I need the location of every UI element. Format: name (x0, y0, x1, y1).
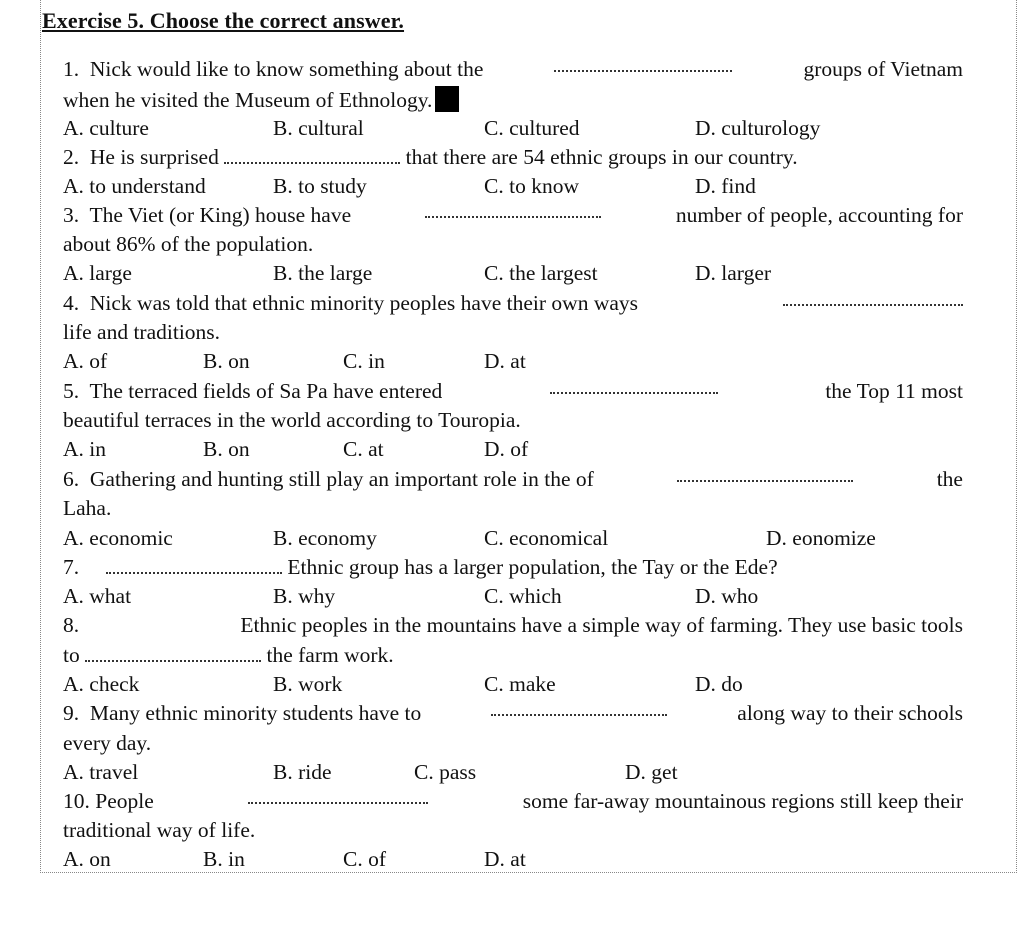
option-d[interactable]: D. of (484, 437, 529, 461)
option-b[interactable]: B. why (273, 584, 336, 608)
question-4 (63, 290, 963, 316)
question-number: 1. (63, 57, 80, 81)
option-c[interactable]: C. which (484, 584, 562, 608)
question-text: Nick was told that ethnic minority peoples have their own ways (89, 291, 638, 315)
question-text: groups of Vietnam (803, 57, 963, 81)
question-text: the Top 11 most (825, 379, 963, 403)
question-2 (63, 144, 798, 170)
option-d[interactable]: D. at (484, 349, 526, 373)
question-text: when he visited the Museum of Ethnology. (63, 88, 433, 112)
option-d[interactable]: D. who (695, 584, 759, 608)
option-d[interactable]: D. larger (695, 261, 772, 285)
question-text: Gathering and hunting still play an important role in the of (89, 467, 594, 491)
option-a[interactable]: A. economic (63, 526, 173, 550)
question-number: 6. (63, 467, 80, 491)
question-number: 8. (63, 613, 80, 637)
question-9 (63, 700, 963, 726)
option-b[interactable]: B. cultural (273, 116, 364, 140)
answer-blank[interactable] (224, 148, 400, 164)
question-text: The terraced fields of Sa Pa have entered (89, 379, 443, 403)
question-text: Many ethnic minority students have to (89, 701, 422, 725)
option-c[interactable]: C. in (343, 349, 385, 373)
option-d[interactable]: D. do (695, 672, 743, 696)
question-1-continued (63, 86, 459, 113)
option-d[interactable]: D. find (695, 174, 756, 198)
answer-blank[interactable] (783, 290, 963, 306)
option-b[interactable]: B. in (203, 847, 245, 871)
question-8 (63, 612, 963, 638)
question-number: 10. (63, 789, 90, 813)
option-a[interactable]: A. check (63, 672, 140, 696)
question-1 (63, 56, 963, 82)
question-9-continued: every day. (63, 731, 152, 755)
question-text: The Viet (or King) house have (89, 203, 352, 227)
answer-blank[interactable] (425, 202, 601, 218)
option-c[interactable]: C. the largest (484, 261, 598, 285)
exercise-title: Exercise 5. Choose the correct answer. (42, 8, 405, 33)
answer-blank[interactable] (554, 56, 732, 72)
option-a[interactable]: A. what (63, 584, 132, 608)
option-a[interactable]: A. travel (63, 760, 139, 784)
option-b[interactable]: B. to study (273, 174, 367, 198)
question-text: number of people, accounting for (675, 203, 963, 227)
answer-blank[interactable] (491, 700, 667, 716)
question-3 (63, 202, 963, 228)
question-10 (63, 788, 963, 814)
question-6 (63, 466, 963, 492)
option-d[interactable]: D. culturology (695, 116, 821, 140)
question-text: People (95, 789, 154, 813)
question-text: He is surprised (89, 145, 219, 169)
option-d[interactable]: D. get (625, 760, 678, 784)
question-number: 4. (63, 291, 80, 315)
question-text: some far-away mountainous regions still keep their (522, 789, 963, 813)
question-number: 7. (63, 555, 80, 579)
question-5 (63, 378, 963, 404)
question-number: 5. (63, 379, 80, 403)
option-d[interactable]: D. at (484, 847, 526, 871)
option-a[interactable]: A. to understand (63, 174, 206, 198)
option-b[interactable]: B. ride (273, 760, 332, 784)
question-3-continued: about 86% of the population. (63, 232, 314, 256)
question-text: Nick would like to know something about the (89, 57, 484, 81)
question-text: that there are 54 ethnic groups in our country. (405, 145, 798, 169)
cursor-box (435, 86, 459, 112)
question-6-continued: Laha. (63, 496, 112, 520)
option-b[interactable]: B. on (203, 437, 250, 461)
option-a[interactable]: A. culture (63, 116, 149, 140)
question-8-continued (63, 642, 394, 668)
answer-blank[interactable] (550, 378, 718, 394)
option-a[interactable]: A. in (63, 437, 106, 461)
question-number: 3. (63, 203, 80, 227)
option-c[interactable]: C. economical (484, 526, 609, 550)
option-c[interactable]: C. to know (484, 174, 579, 198)
question-7 (63, 554, 778, 580)
option-c[interactable]: C. at (343, 437, 384, 461)
question-text: Ethnic group has a larger population, the Tay or the Ede? (287, 555, 778, 579)
question-10-continued: traditional way of life. (63, 818, 256, 842)
question-text: the farm work. (266, 643, 394, 667)
answer-blank[interactable] (677, 466, 853, 482)
option-c[interactable]: C. cultured (484, 116, 580, 140)
question-text: Ethnic peoples in the mountains have a simple way of farming. They use basic tools (240, 613, 963, 637)
option-b[interactable]: B. on (203, 349, 250, 373)
question-number: 9. (63, 701, 80, 725)
option-b[interactable]: B. economy (273, 526, 377, 550)
question-text: the (936, 467, 963, 491)
option-a[interactable]: A. of (63, 349, 108, 373)
answer-blank[interactable] (85, 646, 261, 662)
answer-blank[interactable] (106, 558, 282, 574)
question-text: to (63, 643, 80, 667)
option-c[interactable]: C. make (484, 672, 556, 696)
option-c[interactable]: C. pass (414, 760, 477, 784)
option-b[interactable]: B. work (273, 672, 343, 696)
option-a[interactable]: A. large (63, 261, 132, 285)
option-b[interactable]: B. the large (273, 261, 373, 285)
option-d[interactable]: D. eonomize (766, 526, 876, 550)
question-4-continued: life and traditions. (63, 320, 221, 344)
question-number: 2. (63, 145, 80, 169)
option-a[interactable]: A. on (63, 847, 111, 871)
option-c[interactable]: C. of (343, 847, 386, 871)
question-text: along way to their schools (737, 701, 963, 725)
question-5-continued: beautiful terraces in the world according to Touropia. (63, 408, 521, 432)
answer-blank[interactable] (248, 788, 428, 804)
